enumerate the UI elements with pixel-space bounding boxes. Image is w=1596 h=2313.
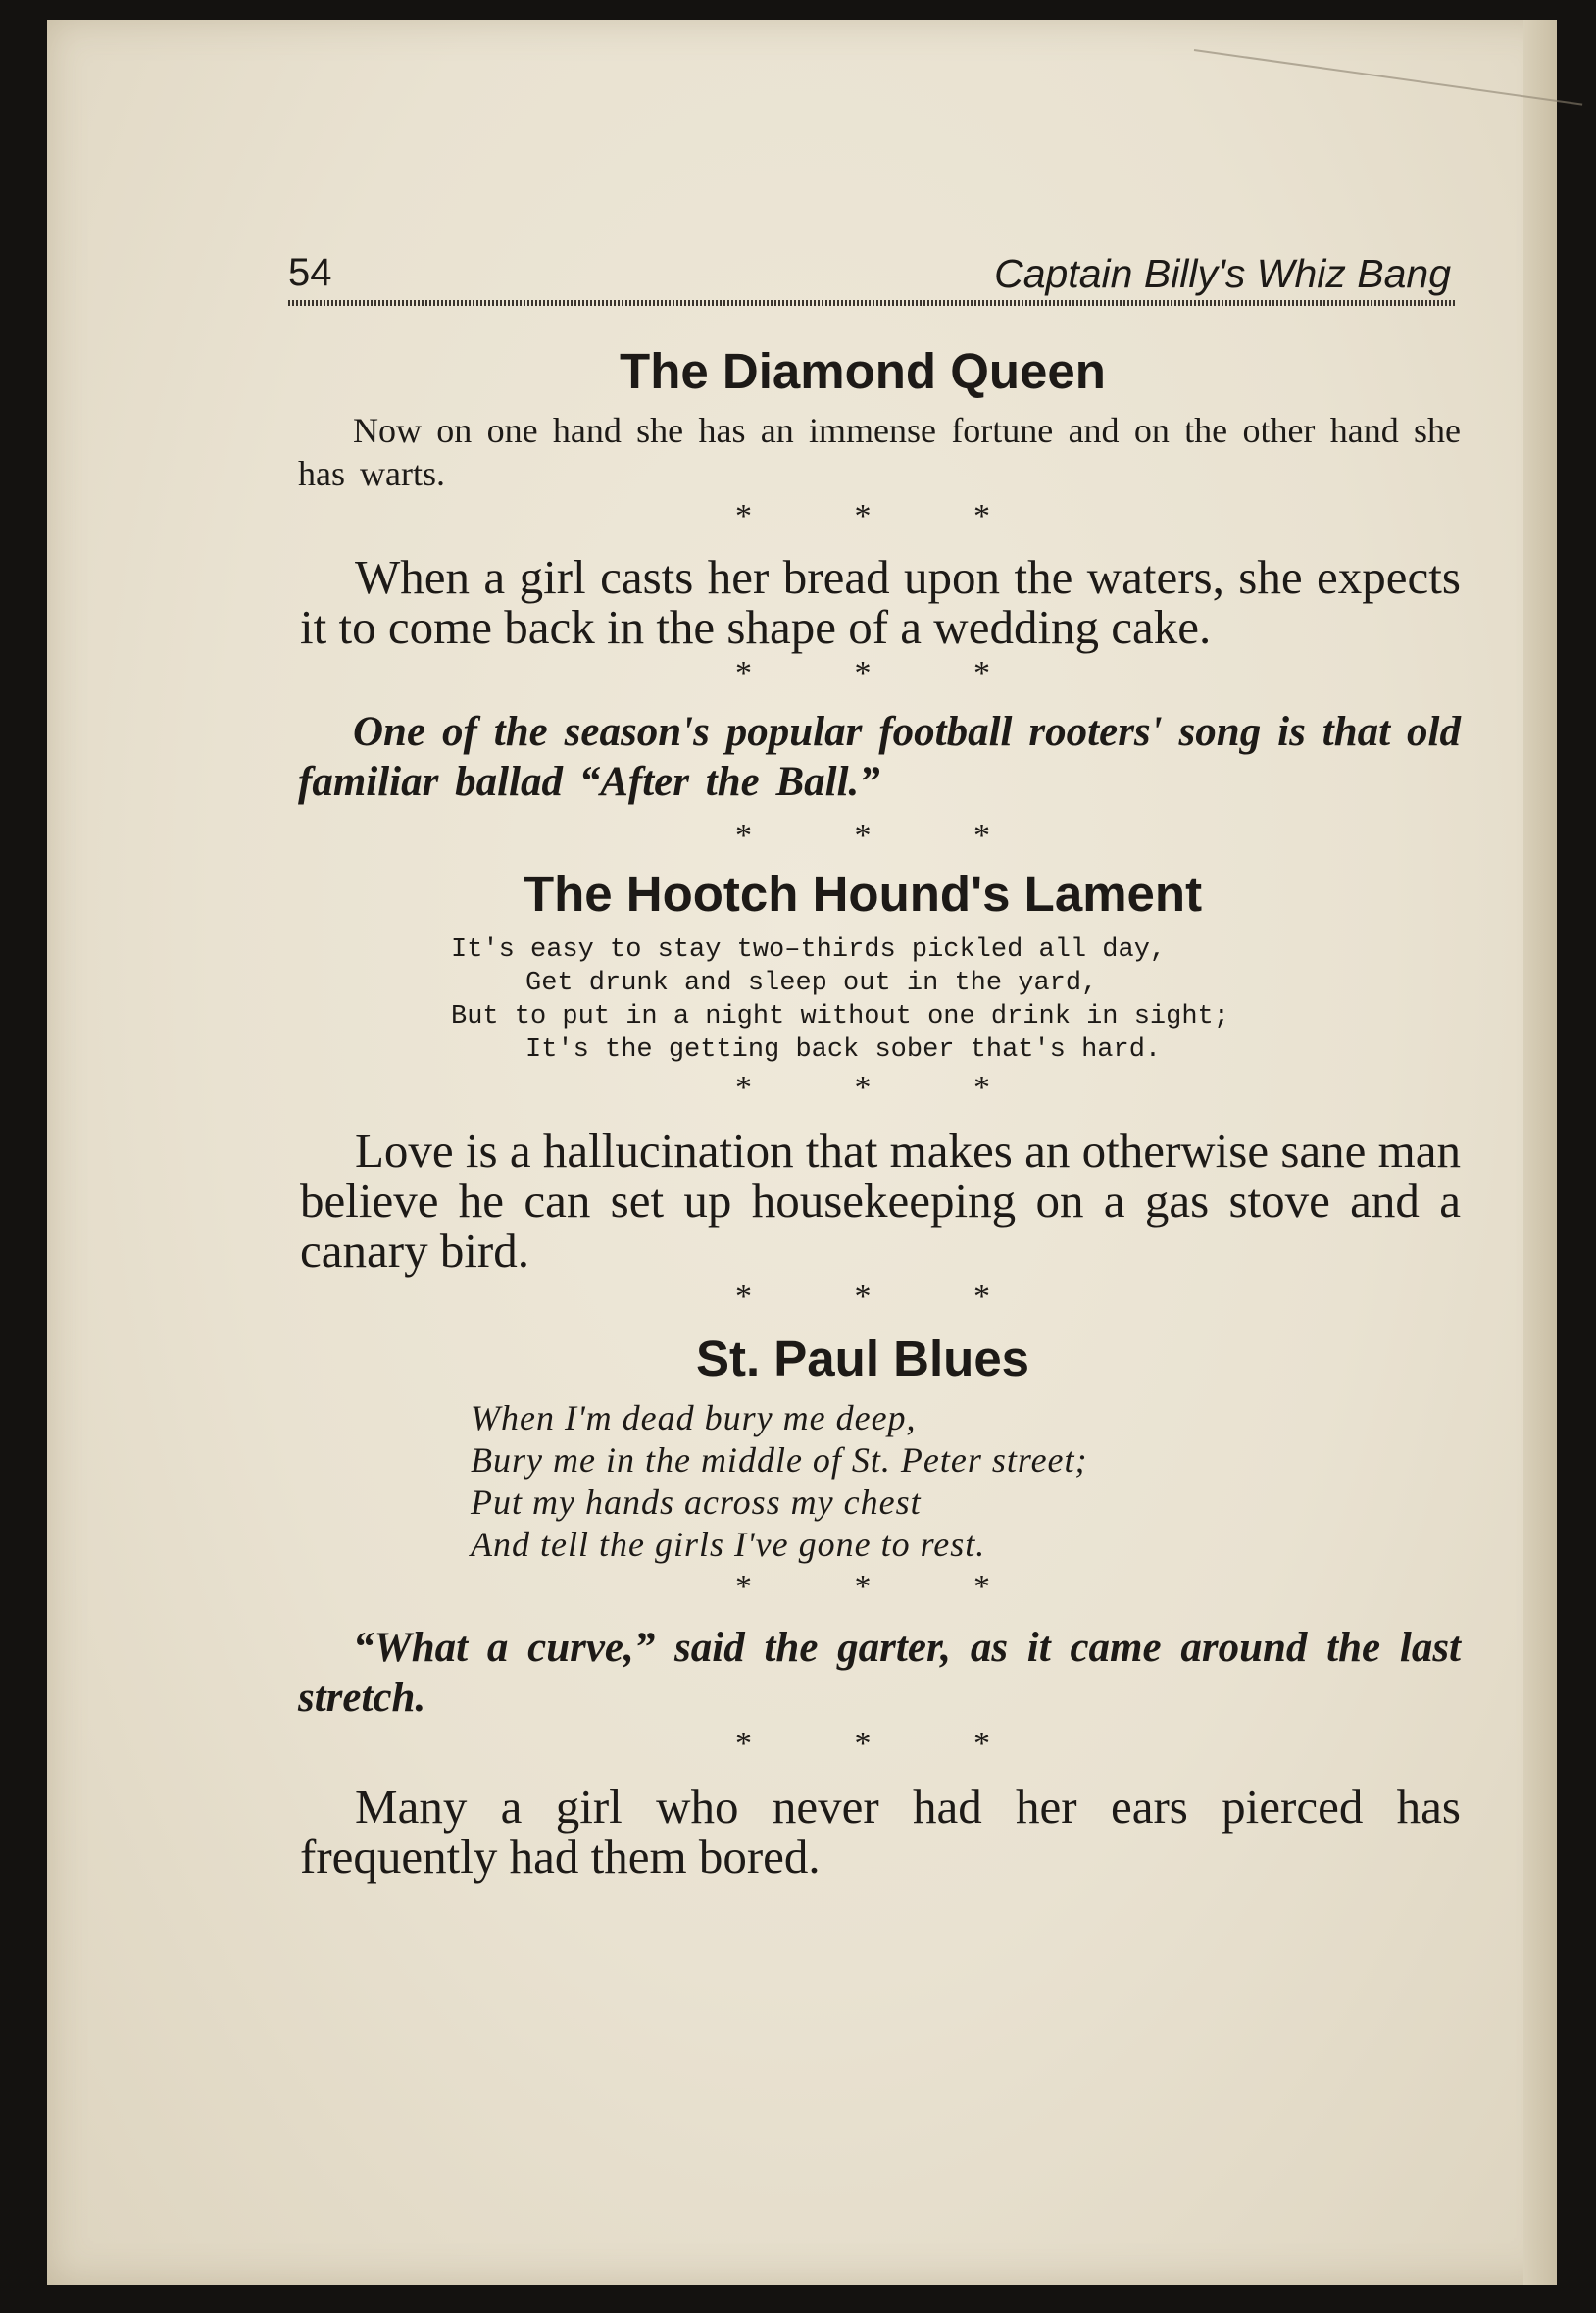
separator: * * * [735,1568,1037,1605]
separator: * * * [735,655,1037,692]
hootch-title: The Hootch Hound's Lament [523,866,1203,923]
joke-football: One of the season's popular football rooters' song is that old familiar ballad “After the Ball.” [298,709,1461,806]
poem-line: It's the getting back sober that's hard. [525,1035,1162,1066]
poem-line: Put my hands across my chest [471,1482,922,1522]
joke-garter: “What a curve,” said the garter, as it came around the last stretch. [298,1624,1461,1721]
joke-love: Love is a hallucination that makes an otherwise sane man believe he can set up housekeeping on a gas stove and a canary bird. [300,1124,1462,1279]
page-header [265,245,1461,306]
page-number: 54 [288,251,332,294]
page-edge [1523,20,1557,2285]
poem-line: But to put in a night without one drink in sight; [451,1002,1229,1032]
st-paul-poem [265,1397,1461,1566]
separator: * * * [735,1070,1037,1107]
st-paul-title: St. Paul Blues [695,1331,1030,1387]
joke-bread: When a girl casts her bread upon the waters, she expects it to come back in the shape of a wedding cake. [300,550,1461,655]
diamond-queen-text: Now on one hand she has an immense fortune and on the other hand she has warts. [298,411,1461,494]
poem-line: Bury me in the middle of St. Peter street; [471,1439,1088,1480]
header-rule [288,300,1455,306]
separator: * * * [735,818,1037,855]
joke-ears: Many a girl who never had her ears pierced has frequently had them bored. [300,1779,1461,1884]
poem-line: And tell the girls I've gone to rest. [471,1524,986,1564]
book-page [47,20,1557,2285]
diamond-queen-title: The Diamond Queen [620,343,1106,399]
poem-line: Get drunk and sleep out in the yard, [525,969,1098,999]
separator: * * * [735,1279,1037,1316]
page-content [265,245,1461,1882]
running-title: Captain Billy's Whiz Bang [994,251,1451,296]
separator: * * * [735,498,1037,535]
hootch-poem [265,933,1461,1067]
separator: * * * [735,1725,1037,1762]
poem-line: It's easy to stay two–thirds pickled all day, [451,935,1167,966]
poem-line: When I'm dead bury me deep, [471,1397,917,1437]
